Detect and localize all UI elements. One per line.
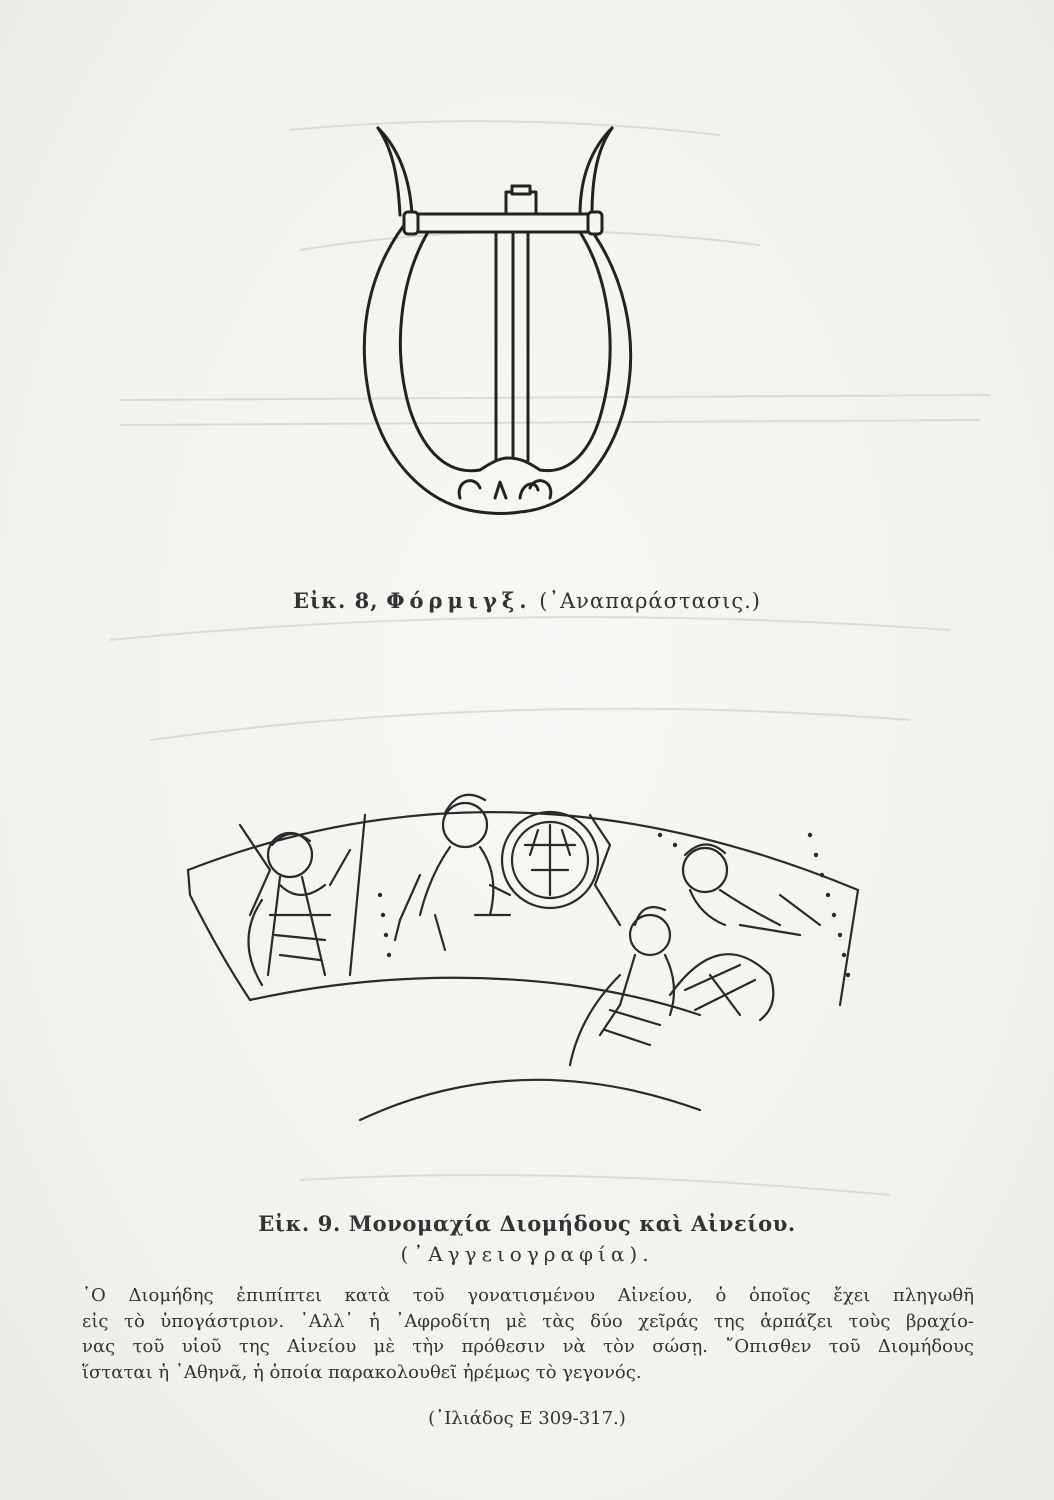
description-line: ῾Ο Διομήδης ἐπιπίπτει κατὰ τοῦ γονατισμένου Αἰνείου, ὁ ὁποῖος ἔχει πληγωθῆ [82, 1285, 974, 1306]
figure-8-title: Φόρμιγξ. [386, 588, 532, 613]
figure-8-number: Εἰκ. 8, [293, 588, 379, 613]
figure-8-caption [0, 588, 1054, 613]
vase-painting-drawing [180, 775, 860, 1125]
figure-9-description [82, 1283, 974, 1385]
figure-9-caption: Εἰκ. 9. Μονομαχία Διομήδους καὶ Αἰνείου. [258, 1211, 796, 1236]
description-line: εἰς τὸ ὑπογάστριον. ᾿Αλλ᾿ ἡ ᾿Αφροδίτη μὲ τὰς δύο χεῖράς της ἁρπάζει τοὺς βραχίο- [82, 1310, 974, 1332]
figure-9-subcaption: (᾿Αγγειογραφία). [400, 1242, 654, 1266]
description-line: νας τοῦ υἱοῦ της Αἰνείου μὲ τὴν πρόθεσιν νὰ τὸν σώσῃ. ῎Οπισθεν τοῦ Διομήδους [82, 1336, 974, 1357]
description-line: ἵσταται ἡ ᾿Αθηνᾶ, ἡ ὁποία παρακολουθεῖ ἠρέμως τὸ γεγονός. [82, 1361, 642, 1383]
phorminx-drawing [330, 120, 660, 540]
iliad-reference: (᾿Ιλιάδος Ε 309-317.) [428, 1408, 626, 1429]
figure-8-note: (᾿Αναπαράστασις.) [539, 589, 761, 613]
